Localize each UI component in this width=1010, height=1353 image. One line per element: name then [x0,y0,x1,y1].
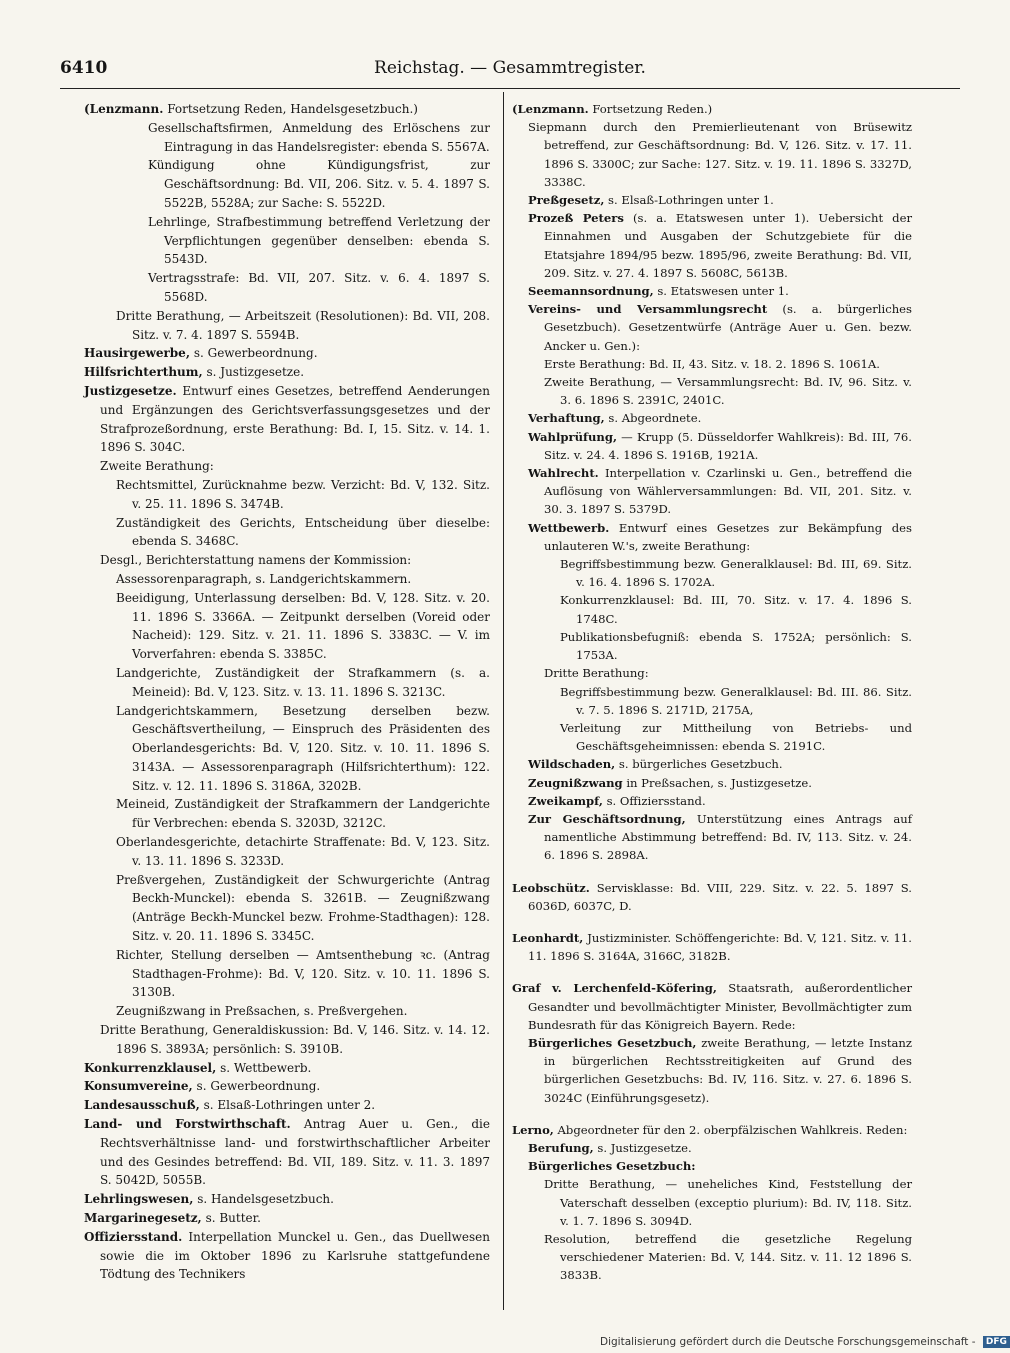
entry-text: Publikationsbefugniß: ebenda S. 1752A; persönlich: S. 1753A. [560,629,912,663]
index-entry [116,664,490,702]
page-number: 6410 [60,58,108,78]
index-entry [528,1139,912,1157]
entry-heading: Bürgerliches Gesetzbuch: [528,1159,696,1174]
index-entry [560,555,912,591]
entry-text: Rechtsmittel, Zurücknahme bezw. Verzicht: Bd. V, 132. Sitz. v. 25. 11. 1896 S. 3474B. [116,477,490,511]
entry-text: Assessorenparagraph, s. Landgerichtskammern. [116,571,412,586]
entry-heading: Hausirgewerbe, [84,346,190,361]
index-entry [528,810,912,865]
entry-text: s. Butter. [201,1211,261,1226]
index-entry [528,428,912,464]
entry-text: Resolution, betreffend die gesetzliche Regelung verschiedener Materien: Bd. V, 144. Sitz. v. 11. 12 1896 S. 3833B. [544,1231,912,1283]
index-entry [116,307,490,345]
index-entry [116,795,490,833]
entry-spacer [512,965,912,979]
index-entry [116,514,490,552]
entry-text: Interpellation v. Czarlinski u. Gen., betreffend die Auflösung von Wählerversammlungen: Bd. VII, 201. Sitz. v. 30. 3. 1897 S. 5379D. [544,466,912,517]
entry-heading: Seemannsordnung, [528,284,654,299]
index-entry [148,156,490,212]
entry-text: Kündigung ohne Kündigungsfrist, zur Geschäftsordnung: Bd. VII, 206. Sitz. v. 5. 4. 1897 S. 5522B, 5528A; zur Sache: S. 5522D. [148,158,490,210]
entry-text: (s. a. bürgerliches Gesetzbuch). Gesetzentwürfe (Anträge Auer u. Gen. bezw. Ancker u. Gen.): [544,302,912,353]
index-entry [84,382,490,457]
entry-heading: Land- und Forstwirthschaft. [84,1117,291,1132]
index-entry [528,464,912,519]
entry-text: zweite Berathung, — letzte Instanz in bürgerlichen Rechtsstreitigkeiten auf Grund des bürgerlichen Gesetzbuchs: Bd. IV, 116. Sitz. v. 27. 6. 1896 S. 3024C (Einführungsgesetz). [544,1035,912,1105]
index-entry [116,946,490,1002]
entry-text: Gesellschaftsfirmen, Anmeldung des Erlöschens zur Eintragung in das Handelsregister: ebenda S. 5567A. [148,120,490,154]
entry-heading: Margarinegesetz, [84,1211,202,1226]
entry-text: Antrag Auer u. Gen., die Rechtsverhältnisse land- und forstwirthschaftlicher Arbeiter und des Gesindes betreffend: Bd. VII, 189. Sitz. v. 11. 3. 1897 S. 5042D, 5055B. [100,1117,490,1188]
index-entry [100,551,490,570]
index-entry [544,1230,912,1285]
entry-text: Zweite Berathung: [100,459,214,474]
index-entry [528,792,912,810]
index-entry [560,628,912,664]
index-entry [528,1034,912,1107]
entry-text: Erste Berathung: Bd. II, 43. Sitz. v. 18. 2. 1896 S. 1061A. [544,356,880,371]
index-entry [84,1209,490,1228]
index-entry [512,879,912,915]
index-entry [84,1228,490,1284]
entry-heading: Landesausschuß, [84,1098,200,1113]
entry-heading: Zeugnißzwang [528,775,623,790]
entry-heading: (Lenzmann. [84,102,164,116]
entry-text: Siepmann durch den Premierlieutenant von Brüsewitz betreffend, zur Geschäftsordnung: Bd. V, 126. Sitz. v. 17. 11. 1896 S. 3300C; zur Sache: 127. Sitz. v. 19. 11. 1896 S. 3327D, 3338C. [528,120,912,189]
index-entry [528,282,912,300]
entry-text: Servisklasse: Bd. VIII, 229. Sitz. v. 22. 5. 1897 S. 6036D, 6037C, D. [528,880,912,913]
index-entry [512,100,912,118]
entry-heading: Lehrlingswesen, [84,1192,194,1207]
entry-text: Oberlandesgerichte, detachirte Straffenate: Bd. V, 123. Sitz. v. 13. 11. 1896 S. 3233D. [116,835,490,868]
index-entry [148,269,490,307]
entry-text: s. Abgeordnete. [604,411,702,426]
index-entry [148,119,490,157]
entry-heading: Zur Geschäftsordnung, [528,811,686,826]
entry-heading: Wildschaden, [528,757,616,772]
left-column [84,100,490,1284]
index-entry [116,833,490,871]
entry-heading: Berufung, [528,1140,594,1155]
index-entry [560,591,912,627]
entry-text: Verleitung zur Mittheilung von Betriebs- und Geschäftsgeheimnissen: ebenda S. 2191C. [560,720,912,754]
entry-text: s. Wettbewerb. [216,1060,312,1075]
entry-heading: Konsumvereine, [84,1079,193,1094]
entry-text: Landgerichte, Zuständigkeit der Strafkammern (s. a. Meineid): Bd. V, 123. Sitz. v. 13. 11. 1896 S. 3213C. [116,665,490,699]
entry-text: s. Justizgesetze. [202,365,305,380]
index-entry [528,209,912,282]
entry-text: s. bürgerliches Gesetzbuch. [615,757,783,772]
index-entry [544,1175,912,1230]
entry-text: Abgeordneter für den 2. oberpfälzischen Wahlkreis. Reden: [553,1122,908,1137]
entry-text: Justizminister. Schöffengerichte: Bd. V, 121. Sitz. v. 11. 11. 1896 S. 3164A, 3166C, 3182B. [528,930,912,964]
entry-text: s. Handelsgesetzbuch. [193,1192,334,1207]
entry-text: s. Gewerbeordnung. [190,346,318,361]
index-entry [100,457,490,476]
entry-text: Landgerichtskammern, Besetzung derselben bezw. Geschäftsvertheilung, — Einspruch des Präsidenten des Oberlandesgerichts: Bd. V, 120. Sitz. v. 10. 11. 1896 S. 3143A. — Assessorenparagraph (Hilfsrichterthum): 122. Sitz. v. 12. 11. 1896 S. 3186A, 3202B. [116,703,490,793]
index-entry [528,519,912,555]
entry-text: Desgl., Berichterstattung namens der Kommission: [100,553,412,568]
entry-text: Dritte Berathung, — uneheliches Kind, Feststellung der Vaterschaft desselben (exceptio plurium): Bd. IV, 118. Sitz. v. 1. 7. 1896 S. 3094D. [544,1177,912,1228]
index-entry [528,300,912,355]
entry-heading: Leobschütz. [512,880,590,895]
index-entry [84,1115,490,1190]
index-entry [528,191,912,209]
index-entry [84,363,490,382]
entry-text: Beeidigung, Unterlassung derselben: Bd. V, 128. Sitz. v. 20. 11. 1896 S. 3366A. — Zeitpunkt derselben (Voreid oder Nacheid): 129. Sitz. v. 21. 11. 1896 S. 3383C. — V. im Vorverfahren: ebenda S. 3385C. [116,590,490,662]
entry-text: in Preßsachen, s. Justizgesetze. [622,775,812,790]
entry-heading: Offiziersstand. [84,1229,183,1244]
entry-text: Fortsetzung Reden.) [588,102,713,116]
index-entry [512,979,912,1034]
entry-text: Konkurrenzklausel: Bd. III, 70. Sitz. v. 17. 4. 1896 S. 1748C. [560,593,912,626]
index-entry [560,719,912,755]
entry-text: (s. a. Etatswesen unter 1). Uebersicht der Einnahmen und Ausgaben der Schutzgebiete für die Etatsjahre 1894/95 bezw. 1895/96, zweite Berathung: Bd. VII, 209. Sitz. v. 27. 4. 1897 S. 5608C, 5613B. [544,211,912,280]
index-entry [528,1157,912,1175]
index-entry [84,1096,490,1115]
right-column [512,100,912,1285]
entry-text: Unterstützung eines Antrags auf namentliche Abstimmung betreffend: Bd. IV, 113. Sitz. v. 24. 6. 1896 S. 2898A. [544,811,912,863]
index-entry [528,755,912,773]
index-entry [100,1021,490,1059]
index-entry [84,1077,490,1096]
entry-text: Lehrlinge, Strafbestimmung betreffend Verletzung der Verpflichtungen gegenüber denselben: ebenda S. 5543D. [148,214,490,267]
entry-text: s. Etatswesen unter 1. [653,284,789,299]
entry-text: Begriffsbestimmung bezw. Generalklausel: Bd. III, 69. Sitz. v. 16. 4. 1896 S. 1702A. [560,557,912,590]
entry-text: Zuständigkeit des Gerichts, Entscheidung über dieselbe: ebenda S. 3468C. [116,515,490,549]
column-divider [503,92,504,1310]
index-entry [116,1002,490,1021]
entry-text: Entwurf eines Gesetzes, betreffend Aenderungen und Ergänzungen des Gerichtsverfassungsgesetzes und der Strafprozeßordnung, erste Berathung: Bd. I, 15. Sitz. v. 14. 1. 1896 S. 304C. [100,383,490,455]
entry-text: Vertragsstrafe: Bd. VII, 207. Sitz. v. 6. 4. 1897 S. 5568D. [148,271,490,304]
index-entry [528,774,912,792]
entry-text: s. Justizgesetze. [593,1140,692,1155]
entry-spacer [512,1107,912,1121]
entry-text: Interpellation Munckel u. Gen., das Duellwesen sowie die im Oktober 1896 zu Karlsruhe stattgefundene Tödtung des Technikers [100,1229,490,1282]
entry-spacer [512,915,912,929]
index-entry [512,1121,912,1139]
index-entry [116,702,490,796]
index-entry [544,664,912,682]
entry-text: s. Elsaß-Lothringen unter 1. [604,193,774,208]
entry-text: — Krupp (5. Düsseldorfer Wahlkreis): Bd. III, 76. Sitz. v. 24. 4. 1896 S. 1916B, 1921A. [544,429,912,462]
page-header [60,58,960,84]
entry-heading: Prozeß Peters [528,211,624,226]
entry-text: s. Offiziersstand. [602,793,706,808]
index-entry [84,1190,490,1209]
entry-text: Fortsetzung Reden, Handelsgesetzbuch.) [163,102,418,116]
index-entry [116,589,490,664]
entry-heading: Konkurrenzklausel, [84,1060,217,1075]
entry-heading: Graf v. Lerchenfeld-Köfering, [512,981,717,996]
index-entry [116,871,490,946]
entry-text: s. Gewerbeordnung. [192,1079,321,1094]
entry-text: Entwurf eines Gesetzes zur Bekämpfung des unlauteren W.'s, zweite Berathung: [544,520,912,553]
entry-text: Dritte Berathung, Generaldiskussion: Bd. V, 146. Sitz. v. 14. 12. 1896 S. 3893A; persönlich: S. 3910B. [100,1023,490,1056]
entry-heading: Lerno, [512,1122,554,1137]
entry-spacer [512,865,912,879]
entry-heading: Leonhardt, [512,930,584,945]
index-entry [512,929,912,965]
entry-text: Dritte Berathung: [544,666,649,681]
index-entry [84,100,490,119]
entry-text: Dritte Berathung, — Arbeitszeit (Resolutionen): Bd. VII, 208. Sitz. v. 7. 4. 1897 S. 5594B. [116,308,490,342]
index-entry [544,373,912,409]
index-entry [84,344,490,363]
entry-heading: Justizgesetze. [84,383,177,398]
entry-text: Staatsrath, außerordentlicher Gesandter und bevollmächtigter Minister, Bevollmächtigter zum Bundesrath für das Königreich Bayern. Rede: [528,981,912,1032]
entry-text: Zweite Berathung, — Versammlungsrecht: Bd. IV, 96. Sitz. v. 3. 6. 1896 S. 2391C, 2401C. [544,375,912,408]
entry-text: Meineid, Zuständigkeit der Strafkammern der Landgerichte für Verbrechen: ebenda S. 3203D, 3212C. [116,797,490,831]
entry-heading: Vereins- und Versammlungsrecht [528,302,768,317]
entry-heading: (Lenzmann. [512,102,589,116]
index-entry [116,570,490,589]
entry-heading: Verhaftung, [528,411,605,426]
index-entry [148,213,490,269]
index-entry [84,1059,490,1078]
index-entry [528,118,912,191]
entry-text: Zeugnißzwang in Preßsachen, s. Preßvergehen. [116,1004,408,1019]
entry-text: Richter, Stellung derselben — Amtsenthebung ꝛc. (Antrag Stadthagen-Frohme): Bd. V, 120. Sitz. v. 10. 11. 1896 S. 3130B. [116,947,490,1000]
index-entry [560,683,912,719]
index-entry [116,476,490,514]
entry-heading: Zweikampf, [528,793,603,808]
entry-text: s. Elsaß-Lothringen unter 2. [199,1098,376,1113]
entry-heading: Hilfsrichterthum, [84,365,203,380]
entry-heading: Preßgesetz, [528,193,605,208]
header-rule [60,88,960,89]
digitization-credit [600,1336,1010,1348]
entry-heading: Wettbewerb. [528,520,610,535]
entry-text: Begriffsbestimmung bezw. Generalklausel: Bd. III. 86. Sitz. v. 7. 5. 1896 S. 2171D, 2175A, [560,684,912,717]
entry-heading: Wahlprüfung, [528,429,617,444]
entry-heading: Wahlrecht. [528,466,599,481]
running-head: Reichstag. — Gesammtregister. [374,58,646,78]
credit-text: Digitalisierung gefördert durch die Deutsche Forschungsgemeinschaft - [600,1336,976,1348]
dfg-logo: DFG [983,1336,1010,1348]
index-entry [528,409,912,427]
index-entry [544,355,912,373]
entry-text: Preßvergehen, Zuständigkeit der Schwurgerichte (Antrag Beckh-Munckel): ebenda S. 3261B. — Zeugnißzwang (Anträge Beckh-Munckel bezw. Frohme-Stadthagen): 128. Sitz. v. 20. 11. 1896 S. 3345C. [116,872,490,944]
entry-heading: Bürgerliches Gesetzbuch, [528,1035,697,1050]
